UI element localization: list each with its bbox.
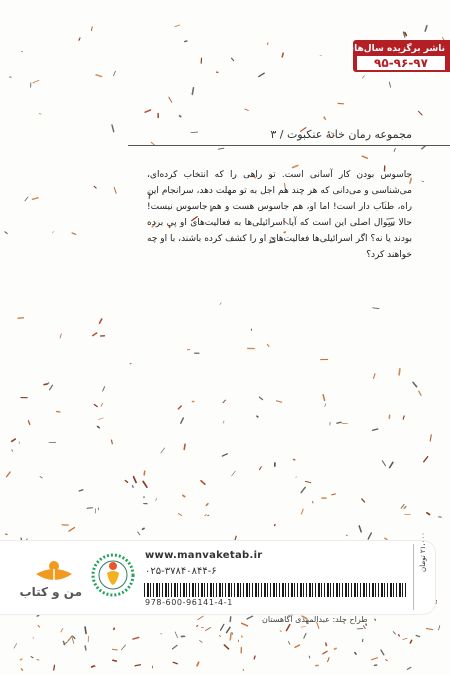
speckle bbox=[130, 363, 131, 364]
speckle bbox=[393, 632, 395, 635]
speckle bbox=[94, 405, 97, 407]
speckle bbox=[61, 629, 63, 632]
speckle bbox=[368, 533, 371, 539]
barcode bbox=[144, 583, 406, 597]
speckle bbox=[372, 658, 378, 660]
speckle bbox=[382, 461, 385, 466]
speckle bbox=[254, 656, 255, 659]
speckle bbox=[122, 645, 126, 650]
isbn-number: 978-600-96141-4-1 bbox=[145, 598, 233, 607]
speckle bbox=[267, 345, 269, 347]
speckle bbox=[175, 632, 178, 638]
speckle bbox=[259, 467, 261, 470]
speckle bbox=[143, 528, 145, 529]
speckle bbox=[301, 487, 305, 492]
speckle bbox=[103, 387, 105, 391]
cover-designer-credit: طراح جلد: عبدالمهدی آگاهستان bbox=[262, 615, 368, 624]
speckle bbox=[403, 638, 407, 639]
speckle bbox=[405, 33, 407, 36]
speckle bbox=[401, 504, 404, 508]
speckle bbox=[125, 481, 127, 483]
speckle bbox=[373, 429, 378, 430]
speckle bbox=[364, 626, 366, 629]
speckle bbox=[178, 406, 181, 409]
price-label: ۲۱،۰۰۰ تومان bbox=[419, 532, 427, 572]
speckle bbox=[175, 25, 180, 27]
speckle bbox=[133, 637, 139, 639]
speckle bbox=[218, 148, 224, 149]
speckle bbox=[220, 303, 222, 305]
speckle bbox=[31, 657, 33, 658]
speckle bbox=[5, 232, 7, 234]
speckle bbox=[301, 509, 303, 514]
speckle bbox=[197, 626, 198, 627]
speckle bbox=[427, 629, 433, 630]
speckle bbox=[242, 636, 243, 637]
speckle bbox=[95, 509, 96, 513]
speckle bbox=[40, 477, 42, 479]
speckle bbox=[328, 658, 330, 662]
speckle bbox=[418, 111, 422, 115]
speckle bbox=[293, 459, 295, 460]
speckle bbox=[282, 53, 283, 57]
speckle bbox=[54, 665, 55, 670]
speckle bbox=[7, 472, 11, 477]
speckle bbox=[60, 334, 61, 338]
publisher-name: من و کتاب bbox=[19, 585, 82, 599]
speckle bbox=[33, 637, 34, 638]
speckle bbox=[416, 636, 419, 637]
blurb-text: جاسوس بودن کار آسانی است. تو راهی را که انتخاب کرده‌ای، می‌شناسی و می‌دانی که هر چند هم اجل به تو مهلت دهد، سرانجام این راه، طناب دار است! اما او، هم جاسوس هست و هم جاسوس نیست! حالا سوال اصلی این است که آیا اسرائیلی‌ها به فعالیت‌های او پی برده بودند یا نه؟ اگر اسرائیلی‌ها فعالیت‌های او را کشف کرده باشند، با او چه خواهند کرد؟ bbox=[147, 170, 412, 260]
price-strip bbox=[413, 532, 430, 610]
speckle bbox=[179, 514, 182, 516]
speckle bbox=[113, 660, 117, 661]
speckle bbox=[323, 651, 327, 654]
speckle bbox=[14, 644, 17, 649]
speckle bbox=[173, 662, 177, 663]
speckle bbox=[286, 625, 289, 631]
speckle bbox=[232, 58, 234, 61]
badge-label: ناشر برگزیده سال‌های bbox=[345, 44, 445, 54]
publisher-logo-icon bbox=[34, 560, 74, 584]
speckle bbox=[85, 646, 86, 650]
speckle bbox=[201, 481, 205, 485]
speckle bbox=[386, 660, 388, 661]
speckle bbox=[424, 457, 428, 462]
speckle bbox=[143, 481, 147, 487]
seal-icon bbox=[90, 552, 136, 598]
speckle bbox=[6, 534, 8, 535]
speckle bbox=[92, 27, 93, 31]
speckle bbox=[362, 499, 365, 502]
speckle bbox=[183, 495, 185, 496]
website-link[interactable]: www.manvaketab.ir bbox=[145, 550, 263, 561]
speckle bbox=[224, 645, 228, 649]
speckle bbox=[325, 404, 326, 407]
speckle bbox=[144, 471, 145, 475]
speckle bbox=[50, 385, 53, 390]
speckle bbox=[79, 38, 80, 40]
phone-number: ۰۲۵-۳۷۸۴۰۸۴۴-۶ bbox=[145, 566, 217, 577]
speckle bbox=[134, 477, 137, 483]
speckle bbox=[389, 82, 390, 87]
speckle bbox=[223, 400, 226, 403]
speckle bbox=[96, 75, 102, 77]
speckle bbox=[399, 635, 400, 636]
speckle bbox=[98, 426, 100, 427]
speckle bbox=[280, 631, 281, 632]
speckle bbox=[305, 481, 311, 482]
speckle bbox=[114, 187, 116, 193]
speckle bbox=[161, 633, 162, 634]
speckle bbox=[138, 532, 140, 535]
speckle bbox=[427, 513, 430, 515]
speckle bbox=[57, 412, 60, 413]
speckle bbox=[37, 616, 39, 617]
speckle bbox=[33, 80, 39, 83]
speckle bbox=[238, 640, 239, 642]
speckle bbox=[25, 197, 28, 201]
speckle bbox=[259, 397, 262, 400]
speckle bbox=[191, 132, 198, 133]
speckle bbox=[69, 528, 74, 532]
speckle bbox=[135, 665, 140, 666]
speckle bbox=[422, 181, 424, 182]
speckle bbox=[301, 627, 306, 628]
speckle bbox=[205, 515, 206, 516]
speckle bbox=[247, 616, 252, 619]
speckle bbox=[430, 435, 431, 441]
speckle bbox=[173, 645, 178, 649]
speckle bbox=[197, 662, 199, 666]
speckle bbox=[53, 231, 54, 233]
speckle bbox=[425, 26, 427, 31]
speckle bbox=[206, 628, 211, 631]
speckle bbox=[407, 667, 410, 669]
speckle bbox=[100, 319, 102, 323]
speckle bbox=[72, 637, 74, 644]
speckle bbox=[357, 628, 363, 629]
speckle bbox=[288, 641, 290, 644]
speckle bbox=[373, 308, 379, 309]
speckle bbox=[198, 616, 204, 620]
speckle bbox=[332, 494, 336, 495]
speckle bbox=[161, 448, 165, 453]
speckle bbox=[235, 536, 236, 540]
speckle bbox=[362, 156, 367, 158]
speckle bbox=[101, 403, 103, 406]
speckle bbox=[22, 669, 23, 670]
speckle bbox=[114, 71, 116, 75]
speckle bbox=[221, 624, 224, 630]
speckle bbox=[309, 656, 310, 658]
speckle bbox=[113, 649, 118, 650]
speckle bbox=[374, 374, 376, 379]
speckle bbox=[68, 636, 72, 641]
speckle bbox=[94, 186, 96, 188]
speckle bbox=[385, 538, 387, 539]
badge-years: ۹۵-۹۶-۹۷ bbox=[357, 56, 445, 70]
speckle bbox=[404, 507, 406, 509]
speckle bbox=[439, 626, 440, 630]
speckle bbox=[295, 645, 300, 647]
speckle bbox=[359, 526, 361, 532]
speckle bbox=[112, 125, 114, 132]
speckle bbox=[38, 625, 40, 627]
speckle bbox=[259, 73, 264, 76]
speckle bbox=[145, 110, 150, 112]
speckle bbox=[323, 395, 325, 401]
speckle bbox=[169, 97, 172, 102]
speckle bbox=[337, 422, 341, 423]
speckle bbox=[394, 149, 395, 152]
speckle bbox=[79, 490, 83, 491]
speckle bbox=[93, 333, 97, 336]
award-badge bbox=[345, 40, 450, 72]
speckle bbox=[375, 619, 376, 620]
speckle bbox=[12, 439, 16, 442]
speckle bbox=[242, 623, 248, 626]
speckle bbox=[20, 659, 22, 660]
speckle bbox=[156, 499, 157, 501]
speckle bbox=[419, 391, 421, 395]
speckle bbox=[381, 650, 384, 655]
speckle bbox=[219, 636, 220, 637]
speckle bbox=[232, 633, 233, 635]
speckle bbox=[222, 454, 227, 456]
speckle bbox=[346, 535, 347, 536]
speckle bbox=[230, 617, 231, 622]
speckle bbox=[92, 666, 94, 667]
speckle bbox=[304, 634, 306, 639]
speckle bbox=[28, 421, 29, 425]
speckle bbox=[399, 369, 400, 375]
speckle bbox=[230, 633, 231, 640]
speckle bbox=[18, 318, 23, 319]
speckle bbox=[32, 198, 38, 200]
speckle bbox=[257, 416, 258, 417]
speckle bbox=[192, 88, 193, 95]
speckle bbox=[413, 382, 417, 386]
speckle bbox=[184, 444, 185, 449]
speckle bbox=[185, 41, 187, 42]
speckle bbox=[21, 51, 22, 52]
speckle bbox=[133, 486, 134, 487]
speckle bbox=[180, 116, 181, 117]
speckle bbox=[403, 416, 404, 419]
speckle bbox=[355, 653, 356, 655]
speckle bbox=[73, 637, 75, 639]
speckle bbox=[200, 641, 203, 643]
speckle bbox=[181, 418, 184, 423]
speckle bbox=[390, 462, 393, 467]
speckle bbox=[112, 440, 113, 444]
speckle bbox=[362, 76, 364, 79]
speckle bbox=[85, 627, 86, 633]
speckle bbox=[422, 146, 425, 149]
speckle bbox=[72, 233, 76, 235]
speckle bbox=[232, 471, 236, 476]
speckle bbox=[12, 450, 13, 451]
speckle bbox=[276, 401, 281, 403]
speckle bbox=[245, 109, 249, 111]
speckle bbox=[334, 648, 336, 649]
series-title: مجموعه رمان خانهٔ عنکبوت / ۳ bbox=[270, 128, 412, 141]
speckle bbox=[44, 384, 48, 385]
speckle bbox=[99, 418, 104, 419]
speckle bbox=[206, 504, 208, 506]
speckle bbox=[410, 640, 411, 643]
speckle bbox=[324, 117, 325, 119]
title-divider bbox=[128, 145, 450, 146]
speckle bbox=[227, 627, 231, 632]
